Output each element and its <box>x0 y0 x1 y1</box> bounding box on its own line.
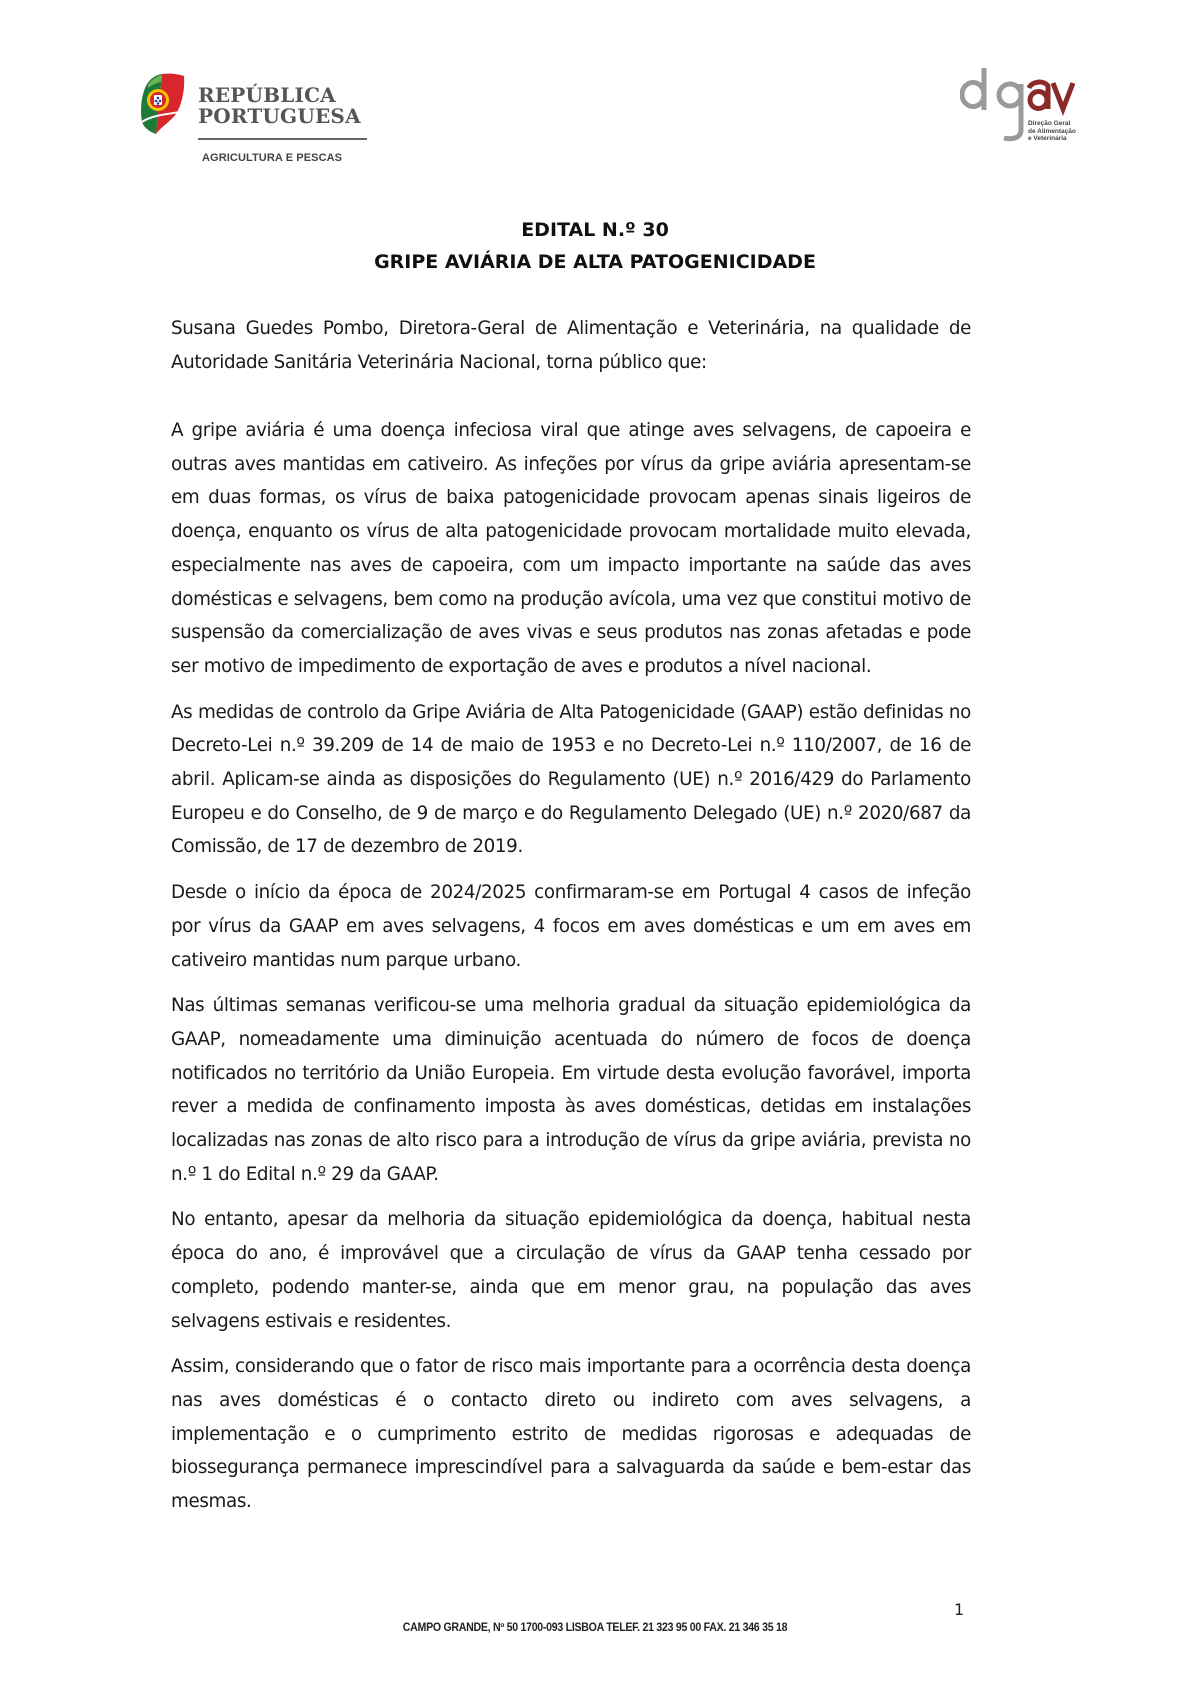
dgav-subtitle-line3: e Veterinária <box>1028 135 1067 142</box>
dgav-logo <box>960 64 1090 154</box>
dgav-subtitle <box>1028 120 1076 143</box>
document-title <box>0 214 1190 278</box>
dgav-subtitle-line2: de Alimentação <box>1028 127 1076 135</box>
logo-name-line1: REPÚBLICA <box>198 83 336 107</box>
edital-number: EDITAL N.º 30 <box>521 219 669 241</box>
republica-portuguesa-logo <box>136 70 366 170</box>
paragraph-5: No entanto, apesar da melhoria da situação epidemiológica da doença, habitual nesta época do ano, é improvável que a circulação de vírus da GAAP tenha cessado por completo, podendo manter-se, ainda que em menor grau, na população das aves selvagens estivais e residentes. <box>171 1209 971 1332</box>
paragraph-1: A gripe aviária é uma doença infeciosa viral que atinge aves selvagens, de capoeira e outras aves mantidas em cativeiro. As infeções por vírus da gripe aviária apresentam-se em duas formas, os vírus de baixa patogenicidade provocam apenas sinais ligeiros de doença, enquanto os vírus de alta patogenicidade provocam mortalidade muito elevada, especialmente nas aves de capoeira, com um impacto importante na saúde das aves domésticas e selvagens, bem como na produção avícola, uma vez que constitui motivo de suspensão da comercialização de aves vivas e seus produtos nas zonas afetadas e pode ser motivo de impedimento de exportação de aves e produtos a nível nacional. <box>171 420 971 677</box>
intro-paragraph: Susana Guedes Pombo, Diretora-Geral de Alimentação e Veterinária, na qualidade de Autoridade Sanitária Veterinária Nacional, torna público que: <box>171 318 971 373</box>
edital-subject: GRIPE AVIÁRIA DE ALTA PATOGENICIDADE <box>374 251 816 273</box>
paragraph-6: Assim, considerando que o fator de risco mais importante para a ocorrência desta doença nas aves domésticas é o contacto direto ou indireto com aves selvagens, a implementação e o cumprimento estrito de medidas rigorosas e adequadas de biossegurança permanece imprescindível para a salvaguarda da saúde e bem-estar das mesmas. <box>171 1356 971 1513</box>
republica-portuguesa-wordmark <box>198 85 361 127</box>
paragraph-4: Nas últimas semanas verificou-se uma melhoria gradual da situação epidemiológica da GAAP, nomeadamente uma diminuição acentuada do número de focos de doença notificados no território da União Europeia. Em virtude desta evolução favorável, importa rever a medida de confinamento imposta às aves domésticas, detidas em instalações localizadas nas zonas de alto risco para a introdução de vírus da gripe aviária, prevista no n.º 1 do Edital n.º 29 da GAAP. <box>171 995 971 1185</box>
page-number: 1 <box>954 1600 965 1619</box>
logo-divider <box>198 138 367 140</box>
footer-address: CAMPO GRANDE, Nº 50 1700-093 LISBOA TELEF. 21 323 95 00 FAX. 21 346 35 18 <box>402 1622 788 1634</box>
paragraph-2: As medidas de controlo da Gripe Aviária de Alta Patogenicidade (GAAP) estão definidas no Decreto-Lei n.º 39.209 de 14 de maio de 1953 e no Decreto-Lei n.º 110/2007, de 16 de abril. Aplicam-se ainda as disposições do Regulamento (UE) n.º 2016/429 do Parlamento Europeu e do Conselho, de 9 de março e do Regulamento Delegado (UE) n.º 2020/687 da Comissão, de 17 de dezembro de 2019. <box>171 701 971 858</box>
logo-name-line2: PORTUGUESA <box>198 104 361 128</box>
intro-block <box>171 312 971 391</box>
paragraph-3: Desde o início da época de 2024/2025 confirmaram-se em Portugal 4 casos de infeção por vírus da GAAP em aves selvagens, 4 focos em aves domésticas e um em aves em cativeiro mantidas num parque urbano. <box>171 882 971 971</box>
body-paragraphs <box>171 414 971 1531</box>
portugal-flag-emblem-icon <box>136 72 186 138</box>
dgav-subtitle-line1: Direção Geral <box>1028 120 1071 127</box>
ministry-label: AGRICULTURA E PESCAS <box>202 152 343 164</box>
